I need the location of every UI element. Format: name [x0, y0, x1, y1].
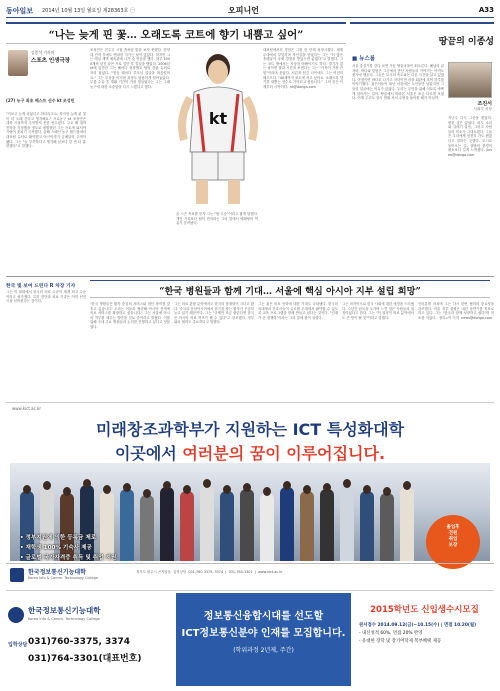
article-column-3: 대표팀에서의 경험은 그를 한 단계 성장시켰다. 세계 무대에서 부딪히며 자신감을 얻었다는 그는 "더 많은 후배들이 국제 경험을 쌓았으면 좋겠다"고 말했다. 그는 코트 밖에서는 자상한 아빠이기도 하다. 경기가 없는 날이면 딸과 시간을 보낸다는 그는 "가족이 가장 큰 힘"이라며 웃었다. 서른을 넘긴 나이에도 그는 여전히 배고프다. "40세까지 코트에 서고 싶어요. 오래도록 향기를 내뿜는 선수로 기억되고 싶습니다." 그의 꿈은 이제부터 시작이다. kt@donga.com [263, 48, 345, 89]
banner-line-2: ICT정보통신분야 인재를 모집합니다. [181, 628, 346, 639]
recruitment-advertisement[interactable] [6, 590, 494, 687]
college-name: 한국정보통신기능대학 [28, 606, 101, 615]
badge-line: 졸업후 [446, 525, 460, 530]
badge-line: 취업 [448, 537, 458, 542]
newsroom-tag [352, 54, 375, 62]
masthead [6, 4, 494, 18]
ad-url[interactable]: www.kict.ac.kr [12, 406, 42, 411]
columnist-name: 조진서 [477, 101, 492, 107]
ad-headline-2-prefix: 이곳에서 [114, 444, 183, 463]
byline [6, 48, 86, 104]
svg-text:kt: kt [208, 109, 228, 128]
benefit-item: • 정부지원에 의한 등록금 제로 [20, 535, 97, 541]
tel-label: 입학상담 [8, 642, 28, 648]
ad-headline-2-highlight: 여러분의 꿈이 이루어집니다. [182, 444, 386, 463]
newsroom-label: 뉴스룸 [359, 56, 376, 62]
article-column-2b: 올 시즌 목표를 묻자 그는 "팀 우승"이라고 짧게 답했다. 개인 기록보다 팀이 먼저라는 그의 말에서 베테랑의 여유가 묻어났다. [176, 212, 260, 226]
second-article-column-2: "한국 병원들은 환자 중심의 서비스와 첨단 장비를 갖추고 있습니다. 우리는 이들과 협력해 아시아 전역에 의료 서비스를 확장하고 싶습니다." 그는 서울에 아시아 지부를 세우는 방안을 검토 중이라고 밝혔다. 이를 위해 국내 주요 병원들과 논의를 진행하고 있다고 덧붙였다. [90, 302, 172, 329]
reporter-photo [8, 50, 28, 76]
second-article-column-5: 그는 마지막으로 한국 사회에 대한 애정을 드러냈다. 수년간 한국을 오가며 느낀 점은 사람들의 열정이었다고 한다. 그는 "이 열정이 의료 분야에서도 큰 힘이 될 것"이라고 말했다. [342, 302, 414, 320]
second-article-kicker: 한국 빛 보여 드린다 R 차장 기자 [6, 284, 76, 289]
employment-badge [426, 515, 480, 569]
phone-number-1[interactable]: 031)760-3375, 3374 [28, 637, 131, 647]
ad-headline-1: 미래창조과학부가 지원하는 ICT 특성화대학 [95, 420, 405, 439]
column-text-2: 지난주 다시 그곳을 찾았다. 변한 것은 없었다. 파도 소리와 갈매기 울음, 그리고 사람들의 미소가 그대로였다. 그들은 우리에게 천천히 가도 괜찮다고 말하는 듯했다. 도시로 돌아오는 길, 창밖의 풍경이 평소보다 길게 느껴졌다. jinseo@donga.com [448, 116, 494, 157]
college-advertisement[interactable] [6, 402, 494, 586]
admission-title: 2015학년도 신입생수시모집 [370, 605, 479, 615]
section-title: 오피니언 [228, 6, 259, 15]
college-english-name: Korea Info & Comm. Technology College [28, 576, 99, 580]
second-article-column-3: 그는 의료 관광 분야에서도 한국의 잠재력이 크다고 봤다. 중국과 동남아시아에서 한국을 찾는 환자가 꾸준히 늘고 있기 때문이다. 그는 "규제만 조금 풀린다면 한국은 아시아 의료 허브가 될 수 있다"고 강조했다. 정부와의 협력도 중요하다고 말했다. [174, 302, 256, 325]
byline-category: 김종석 기자의 [31, 50, 55, 55]
main-headline[interactable]: “나는 늦게 핀 꽃… 오래도록 코트에 향기 내뿜고 싶어” [48, 29, 304, 41]
college-name: 한국정보통신기능대학 [28, 569, 86, 576]
college-logo-icon [8, 607, 24, 623]
subhead-list [6, 98, 84, 106]
badge-line: 보장 [448, 543, 458, 548]
article-column-1: "저보고 늦게 피었다고 하더라고요. 하지만 늦게 핀 꽃이 더 오래 간다고 생각해요." 프로농구 kt 조성민은 대학 시절까지 주목받지 못한 선수였다. 고교 때 대학 진학을 걱정했을 정도로 평범했던 그는 프로에 와서야 기량이 꽃피기 시작했다. 올해 스페인 농구 월드컵에서 대표팀 슈터로 활약했고 아시아경기 금메달의 주역이 됐다. 그는 "늘 부족하다고 생각해 남보다 한 번 더 훈련했다"고 말했다. [6, 112, 88, 149]
bullet-icon: ■ [352, 56, 360, 62]
admission-details [359, 623, 491, 647]
newspaper-logo[interactable]: 동아일보 [6, 7, 34, 15]
phone-number-2[interactable]: 031)764-3301(대표번호) [28, 654, 142, 664]
columnist-photo [448, 62, 492, 98]
recruit-banner [176, 593, 351, 686]
column-text: 서울 중심가를 걷다 보면 가끔 땅끝마을이 떠오른다. 해남의 끝자락, 바다와 맞닿은 그곳에서 만난 사람들의 이야기는 아직도 귓가에 맴돈다. 그들은 도시의 속도와는 다른 시간을 살고 있었다. 아침이면 바다로 나가고 저녁이면 마을 회관에 모여 하루를 이야기했다. 젊은이들이 떠난 마을에는 노인들만 남았지만 그들의 얼굴에는 여유가 있었다. 우리는 무엇을 위해 이토록 바쁘게 살아가는 걸까. 땅끝에서 바라본 서울은 조금 다르게 보였다. 이제 우리도 잠시 멈춰 서서 주변을 돌아볼 때가 아닐까. [352, 64, 446, 101]
ad-benefits-list [20, 533, 230, 563]
college-address: 경기도 광주시 곤지암읍 입학상담 031-760-3375, 3374 | 031-764-3301 | www.kict.ac.kr [136, 570, 283, 574]
benefit-item: • 재학생 100% 기숙사 제공 [20, 545, 92, 551]
benefit-item: • 글로벌 국가자격증 취득 및 취업 지원 [20, 555, 117, 561]
banner-line-1: 정보통신융합시대를 선도할 [203, 611, 324, 622]
column-title[interactable]: 땅끝의 이종성 [438, 37, 494, 47]
ad-footer [6, 563, 494, 587]
issue-date: 2014년 10월 13일 월요일 제28363호 ㊀ [42, 8, 135, 14]
badge-line: 전원 [448, 531, 458, 536]
banner-line-3: (학위과정 2년제, 주간) [233, 647, 294, 654]
page-number: A33 [478, 6, 494, 14]
second-article-column-1: 그는 이 대화에서 한국의 의료 수준이 세계 최고 수준이라고 평가했다. 특히 진단과 치료 기술은 이미 선진국을 넘어섰다는 것이다. [6, 290, 86, 304]
college-logo-icon [10, 568, 24, 582]
recruit-contact [6, 593, 176, 686]
article-column-2: 조성민은 전주고 시절 좀처럼 빛을 보지 못했다. 한양대 진학 후에도 벤치를 지키는 날이 많았다. 하지만 그는 매일 새벽 체육관에 나가 슛 연습을 했다. 하루 1000개씩 던진 슛은 프로 입단 후 결실을 맺었다. 2006년 kt에 입단한 그는 해마다 성장했고 팀의 간판 슈터로 자리 잡았다. "힘들 때마다 부모님 얼굴을 떠올렸어요." 그는 부상을 이겨낸 과정도 담담하게 털어놓았다. 무릎 수술 후 재활 기간이 가장 힘들었다는 그는 그때 농구에 대한 소중함을 다시 느꼈다고 했다. [90, 48, 172, 89]
admission-info [355, 593, 494, 686]
ad-headline-2 [6, 441, 494, 464]
admission-row: - 유대한 장학 및 장기여학제 복부혜택 제공 [359, 639, 442, 644]
opinion-column [350, 22, 494, 274]
section-divider [6, 276, 494, 277]
second-article-headline[interactable]: “한국 병원들과 함께 기대… 서울에 핵심 아시아 지부 설립 희망” [159, 286, 421, 297]
basketball-player-illustration [174, 48, 260, 208]
second-article-column-4: 그는 젊은 의료 인력에 대한 기대도 나타냈다. 한국의 의대생과 간호사들이 글로벌 무대에서 활약할 수 있도록 교육 프로그램을 함께 만들고 싶다는 것이다. "인재가 곧 경쟁력"이라는 그의 말에 힘이 실렸다. [258, 302, 340, 320]
subhead-item: (27) 농구 최초 베스트 선수 kt 조성민 [6, 98, 75, 103]
admission-row: - 내신성적 60%, 면접 20% 반영 [359, 631, 423, 636]
second-article-column-6: 인터뷰를 마치며 그는 다시 한번 협력의 중요성을 강조했다. 서울 지부 설립은 내년 상반기를 목표로 하고 있다. 그는 "한국과 함께 성장하고 싶다"며 미소를 지었다. 정리=이 기자 news@donga.com [418, 302, 496, 320]
series-name: 스포츠 인생극장 [31, 58, 71, 64]
college-english-name: Korea Info & Comm. Technology College [28, 617, 100, 621]
admission-row: 원서접수 2014.09.12(금)~10.15(수) | 면접 10.20(월) [359, 623, 477, 628]
columnist-role: 사회부 차장 [473, 107, 492, 111]
